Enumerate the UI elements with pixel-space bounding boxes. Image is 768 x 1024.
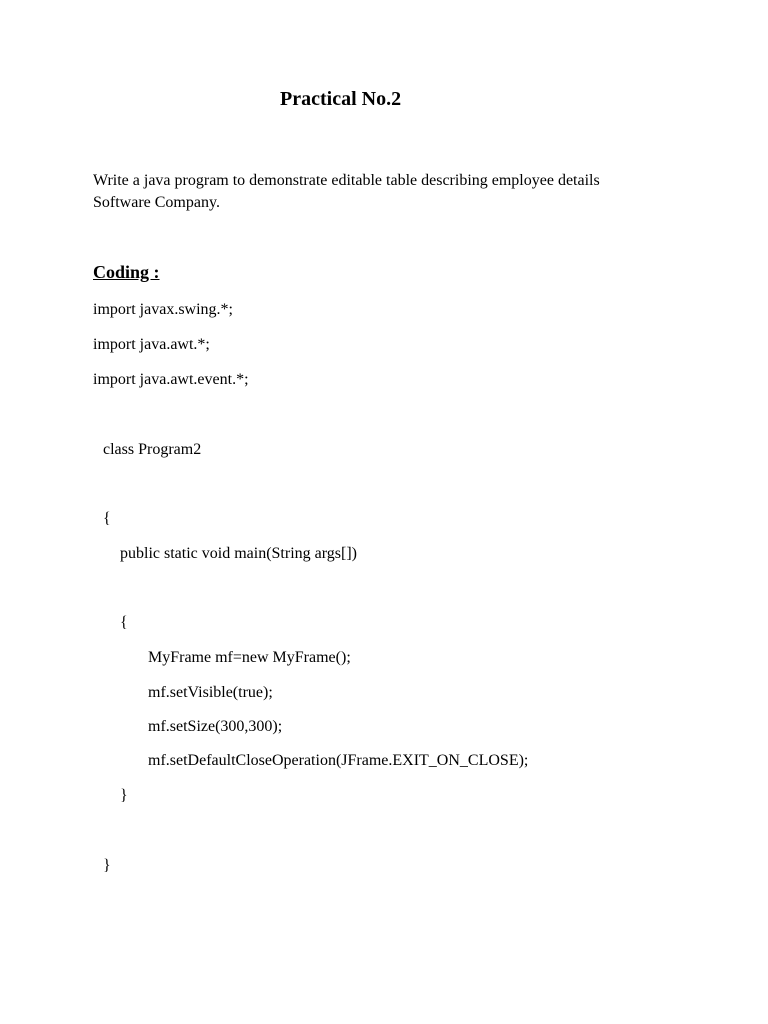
code-line-myframe-new: MyFrame mf=new MyFrame(); bbox=[148, 649, 351, 666]
code-line-method-close-brace: } bbox=[120, 787, 128, 804]
code-line-main-method: public static void main(String args[]) bbox=[120, 545, 357, 562]
description-line: Software Company. bbox=[93, 194, 220, 211]
code-line-set-visible: mf.setVisible(true); bbox=[148, 684, 273, 701]
code-line-set-close-operation: mf.setDefaultCloseOperation(JFrame.EXIT_ON_CLOSE); bbox=[148, 752, 529, 769]
code-line-import-swing: import javax.swing.*; bbox=[93, 301, 233, 318]
code-line-class-open-brace: { bbox=[103, 510, 111, 527]
task-description bbox=[93, 170, 693, 214]
code-line-class-close-brace: } bbox=[103, 857, 111, 874]
code-line-method-open-brace: { bbox=[120, 614, 128, 631]
description-line: Write a java program to demonstrate editable table describing employee details bbox=[93, 172, 600, 189]
coding-heading: Coding : bbox=[93, 262, 160, 282]
code-line-import-awt-event: import java.awt.event.*; bbox=[93, 371, 249, 388]
code-line-set-size: mf.setSize(300,300); bbox=[148, 718, 283, 735]
code-line-import-awt: import java.awt.*; bbox=[93, 336, 210, 353]
page-title: Practical No.2 bbox=[280, 88, 402, 110]
code-line-class-declaration: class Program2 bbox=[103, 441, 202, 458]
